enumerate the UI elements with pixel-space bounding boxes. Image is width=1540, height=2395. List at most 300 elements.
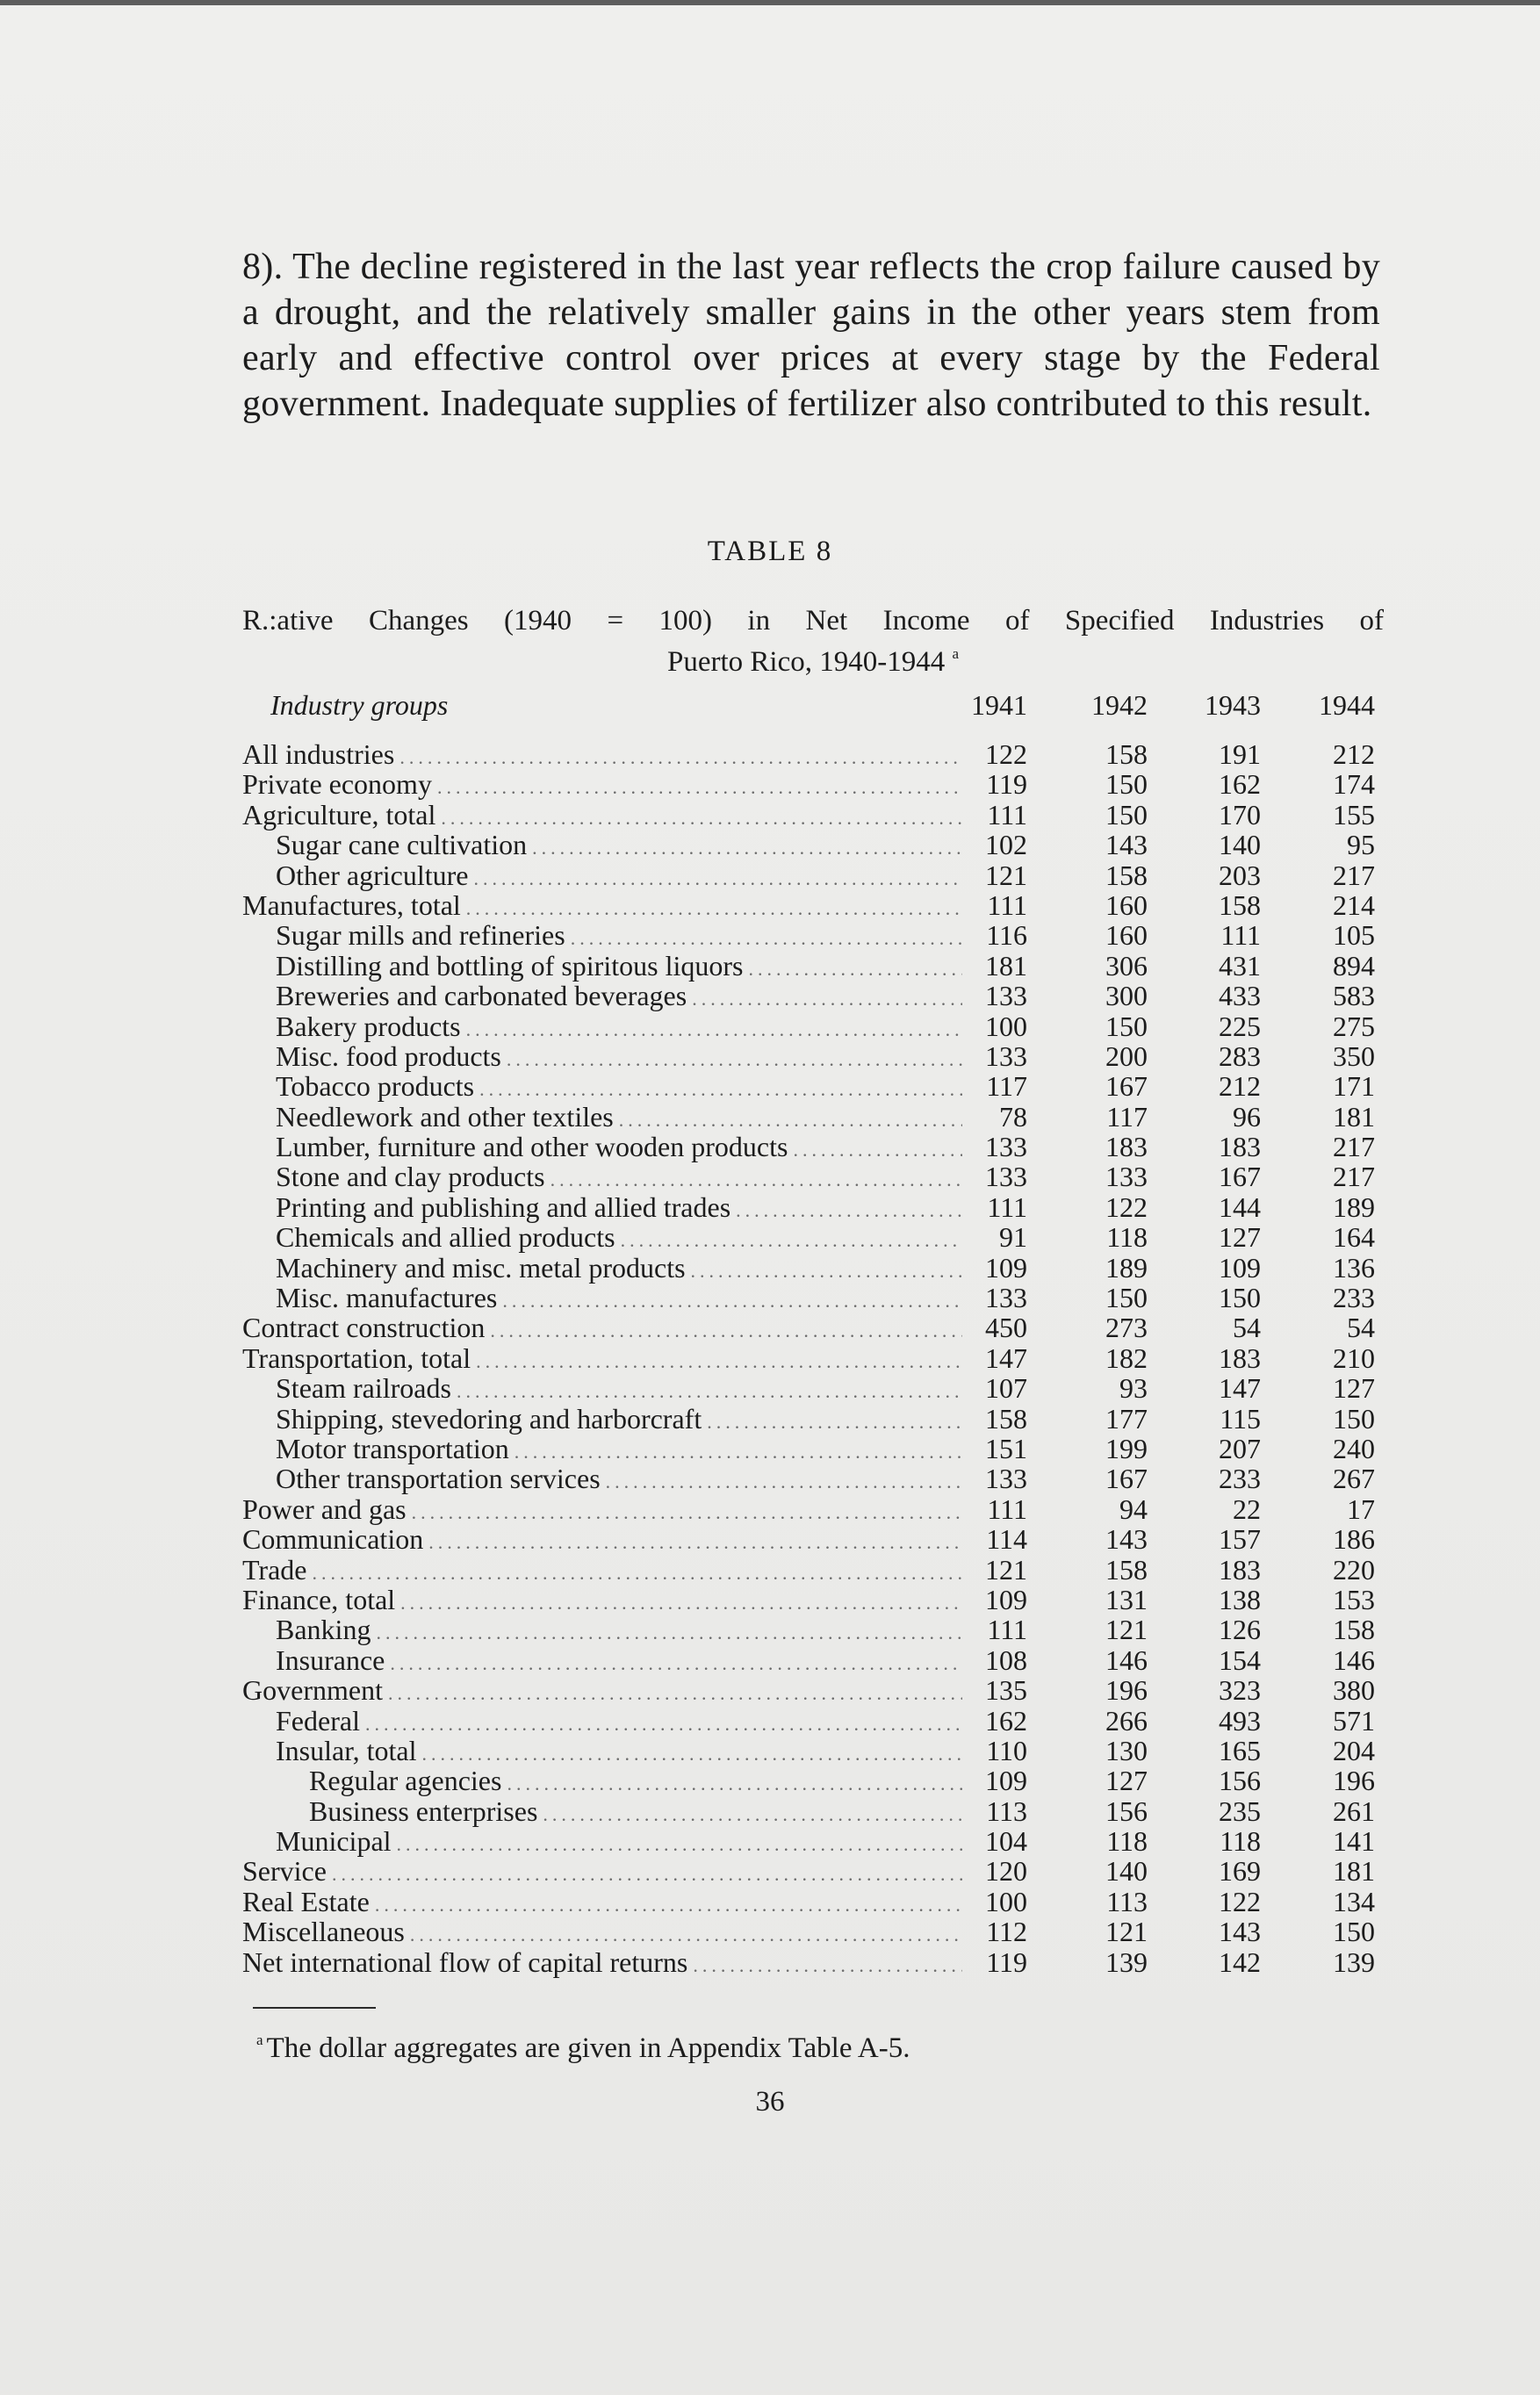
dot-leader [327, 1859, 962, 1889]
cell-value-1943: 235 [1219, 1794, 1261, 1827]
table-row [0, 1615, 1540, 1644]
table-caption [242, 604, 1384, 679]
row-label-text: Other transportation services [276, 1464, 601, 1495]
cell-value-1943: 154 [1219, 1643, 1261, 1676]
table-title: TABLE 8 [707, 536, 833, 567]
cell-value-1942: 199 [1105, 1432, 1148, 1464]
row-label-text: Miscellaneous [242, 1917, 405, 1948]
cell-value-1941: 133 [985, 980, 1027, 1012]
row-label-text: Government [242, 1675, 383, 1707]
cell-value-1941: 133 [985, 1282, 1027, 1314]
row-label-text: Business enterprises [309, 1795, 538, 1827]
cell-value-1943: 127 [1219, 1221, 1261, 1254]
cell-value-1944: 186 [1333, 1523, 1375, 1556]
cell-value-1944: 214 [1333, 888, 1375, 921]
cell-value-1942: 156 [1105, 1794, 1148, 1827]
row-label [242, 1192, 962, 1226]
cell-value-1943: 169 [1219, 1855, 1261, 1888]
cell-value-1944: 150 [1333, 1916, 1375, 1948]
cell-value-1944: 350 [1333, 1039, 1375, 1072]
row-label-text: Trade [242, 1554, 307, 1586]
row-label [242, 1253, 962, 1286]
dot-leader [371, 1618, 962, 1648]
cell-value-1942: 196 [1105, 1674, 1148, 1707]
dot-leader [471, 1347, 962, 1377]
cell-value-1944: 141 [1333, 1825, 1375, 1858]
table-row [0, 1856, 1540, 1886]
row-label-text: Private economy [242, 769, 432, 801]
cell-value-1941: 120 [985, 1855, 1027, 1888]
cell-value-1942: 158 [1105, 738, 1148, 770]
cell-value-1941: 91 [999, 1221, 1027, 1254]
cell-value-1942: 150 [1105, 768, 1148, 801]
row-label [242, 920, 962, 953]
row-label-text: Breweries and carbonated beverages [276, 981, 687, 1012]
dot-leader [509, 1437, 962, 1467]
cell-value-1943: 165 [1219, 1734, 1261, 1766]
table-row [0, 981, 1540, 1011]
row-label [242, 739, 962, 773]
dot-leader [730, 1196, 962, 1226]
cell-value-1942: 150 [1105, 798, 1148, 831]
table-row [0, 890, 1540, 920]
row-label-text: Distilling and bottling of spiritous liquors [276, 950, 744, 982]
cell-value-1944: 583 [1333, 980, 1375, 1012]
cell-value-1941: 147 [985, 1341, 1027, 1374]
cell-value-1941: 121 [985, 1553, 1027, 1586]
table-row [0, 860, 1540, 890]
table-row [0, 1162, 1540, 1191]
dot-leader [461, 1015, 962, 1045]
cell-value-1941: 121 [985, 859, 1027, 891]
footnote-rule [253, 2007, 376, 2009]
row-label-text: Other agriculture [276, 859, 469, 891]
cell-value-1944: 17 [1347, 1492, 1375, 1525]
row-label [242, 1404, 962, 1437]
row-label-text: Printing and publishing and allied trades [276, 1191, 731, 1223]
dot-leader [743, 954, 962, 984]
row-label-text: Agriculture, total [242, 799, 436, 831]
cell-value-1942: 121 [1105, 1916, 1148, 1948]
header-year-1943: 1943 [1205, 689, 1261, 721]
row-label-text: Tobacco products [276, 1071, 475, 1103]
dot-leader [360, 1709, 962, 1739]
table-row [0, 1071, 1540, 1101]
cell-value-1943: 118 [1220, 1825, 1261, 1858]
cell-value-1944: 146 [1333, 1643, 1375, 1676]
cell-value-1944: 204 [1333, 1734, 1375, 1766]
cell-value-1943: 126 [1219, 1614, 1261, 1646]
cell-value-1942: 189 [1105, 1251, 1148, 1284]
dot-leader [461, 894, 962, 924]
row-label [242, 1736, 962, 1769]
cell-value-1943: 22 [1233, 1492, 1261, 1525]
row-label [242, 1132, 962, 1165]
dot-leader [501, 1769, 962, 1799]
row-label-text: Bakery products [276, 1011, 461, 1042]
page-number: 36 [755, 2086, 785, 2118]
row-label [242, 1585, 962, 1618]
cell-value-1941: 119 [986, 1945, 1027, 1978]
table-caption-line2: Puerto Rico, 1940-1944 $^a$ [666, 645, 960, 678]
header-industry-groups: Industry groups [270, 689, 449, 721]
cell-value-1943: 140 [1219, 829, 1261, 861]
cell-value-1943: 157 [1219, 1523, 1261, 1556]
dot-leader [306, 1558, 962, 1588]
row-label [242, 1464, 962, 1497]
cell-value-1942: 300 [1105, 980, 1148, 1012]
cell-value-1941: 122 [985, 738, 1027, 770]
cell-value-1941: 107 [985, 1372, 1027, 1405]
cell-value-1943: 96 [1233, 1100, 1261, 1133]
cell-value-1942: 273 [1105, 1312, 1148, 1344]
table-row [0, 1011, 1540, 1041]
cell-value-1942: 158 [1105, 859, 1148, 891]
cell-value-1942: 118 [1106, 1825, 1148, 1858]
dot-leader [416, 1739, 962, 1769]
cell-value-1944: 210 [1333, 1341, 1375, 1374]
cell-value-1944: 233 [1333, 1282, 1375, 1314]
row-label-text: Misc. food products [276, 1040, 501, 1072]
row-label-text: Transportation, total [242, 1342, 471, 1374]
row-label [242, 1494, 962, 1528]
cell-value-1942: 266 [1105, 1704, 1148, 1737]
cell-value-1943: 283 [1219, 1039, 1261, 1072]
cell-value-1941: 450 [985, 1312, 1027, 1344]
cell-value-1944: 105 [1333, 919, 1375, 952]
cell-value-1943: 191 [1219, 738, 1261, 770]
dot-leader [394, 743, 962, 773]
cell-value-1944: 95 [1347, 829, 1375, 861]
cell-value-1943: 147 [1219, 1372, 1261, 1405]
cell-value-1943: 111 [1220, 919, 1261, 952]
row-label [242, 800, 962, 833]
row-label [242, 769, 962, 802]
cell-value-1941: 100 [985, 1010, 1027, 1042]
cell-value-1943: 183 [1219, 1553, 1261, 1586]
cell-value-1943: 170 [1219, 798, 1261, 831]
row-label [242, 1887, 962, 1920]
dot-leader [474, 1075, 962, 1104]
row-label [242, 1706, 962, 1739]
cell-value-1941: 114 [986, 1523, 1027, 1556]
table-row [0, 1796, 1540, 1826]
row-label-text: Steam railroads [276, 1373, 451, 1405]
cell-value-1944: 261 [1333, 1794, 1375, 1827]
dot-leader [405, 1920, 962, 1950]
row-label [242, 1434, 962, 1467]
cell-value-1943: 138 [1219, 1583, 1261, 1615]
row-label [242, 1524, 962, 1557]
table-row [0, 739, 1540, 769]
row-label [242, 1011, 962, 1045]
row-label-text: Contract construction [242, 1313, 486, 1344]
cell-value-1944: 189 [1333, 1190, 1375, 1223]
cell-value-1941: 133 [985, 1131, 1027, 1163]
cell-value-1941: 113 [986, 1794, 1027, 1827]
dot-leader [468, 864, 962, 894]
cell-value-1942: 94 [1119, 1492, 1148, 1525]
row-label-text: Manufactures, total [242, 889, 461, 921]
cell-value-1943: 431 [1219, 949, 1261, 982]
cell-value-1942: 113 [1106, 1885, 1148, 1917]
table-row [0, 1675, 1540, 1705]
row-label-text: Chemicals and allied products [276, 1222, 615, 1254]
row-label [242, 1373, 962, 1406]
cell-value-1944: 380 [1333, 1674, 1375, 1707]
cell-value-1942: 131 [1105, 1583, 1148, 1615]
table-row [0, 1766, 1540, 1795]
cell-value-1941: 110 [986, 1734, 1027, 1766]
table-row [0, 800, 1540, 830]
cell-value-1943: 54 [1233, 1312, 1261, 1344]
row-label [242, 981, 962, 1014]
cell-value-1944: 894 [1333, 949, 1375, 982]
dot-leader [485, 1316, 962, 1346]
dot-leader [614, 1105, 962, 1135]
cell-value-1942: 160 [1105, 919, 1148, 952]
cell-value-1943: 158 [1219, 888, 1261, 921]
dot-leader [615, 1226, 962, 1255]
cell-value-1942: 118 [1106, 1221, 1148, 1254]
cell-value-1941: 151 [985, 1432, 1027, 1464]
row-label-text: Net international flow of capital returns [242, 1946, 688, 1978]
dot-leader [545, 1165, 962, 1195]
cell-value-1944: 217 [1333, 1161, 1375, 1193]
dot-leader [687, 1951, 962, 1981]
cell-value-1942: 182 [1105, 1341, 1148, 1374]
dot-leader [385, 1649, 962, 1679]
caption-footnote-mark: a [952, 645, 960, 662]
table-row [0, 920, 1540, 950]
row-label [242, 1645, 962, 1679]
dot-leader [383, 1679, 962, 1708]
table-row [0, 1192, 1540, 1222]
cell-value-1941: 111 [987, 888, 1027, 921]
cell-value-1944: 174 [1333, 768, 1375, 801]
page-top-edge [0, 0, 1540, 5]
row-label-text: Power and gas [242, 1493, 407, 1525]
cell-value-1943: 203 [1219, 859, 1261, 891]
cell-value-1944: 136 [1333, 1251, 1375, 1284]
cell-value-1943: 323 [1219, 1674, 1261, 1707]
cell-value-1944: 54 [1347, 1312, 1375, 1344]
dot-leader [527, 833, 962, 863]
cell-value-1944: 196 [1333, 1765, 1375, 1797]
row-label [242, 951, 962, 984]
table-row [0, 1132, 1540, 1162]
dot-leader [788, 1135, 962, 1165]
cell-value-1943: 493 [1219, 1704, 1261, 1737]
cell-value-1943: 144 [1219, 1190, 1261, 1223]
dot-leader [686, 1256, 962, 1286]
cell-value-1944: 181 [1333, 1855, 1375, 1888]
cell-value-1943: 115 [1220, 1402, 1261, 1435]
row-label [242, 1615, 962, 1648]
cell-value-1942: 177 [1105, 1402, 1148, 1435]
table-row [0, 1373, 1540, 1403]
dot-leader [423, 1528, 962, 1557]
row-label [242, 830, 962, 863]
cell-value-1942: 200 [1105, 1039, 1148, 1072]
cell-value-1944: 571 [1333, 1704, 1375, 1737]
cell-value-1942: 150 [1105, 1010, 1148, 1042]
cell-value-1941: 111 [987, 1492, 1027, 1525]
row-label-text: Needlework and other textiles [276, 1101, 614, 1133]
table-row [0, 1222, 1540, 1252]
cell-value-1944: 127 [1333, 1372, 1375, 1405]
row-label-text: Insular, total [276, 1735, 417, 1766]
cell-value-1943: 109 [1219, 1251, 1261, 1284]
cell-value-1941: 133 [985, 1039, 1027, 1072]
table-row [0, 1826, 1540, 1856]
dot-leader [687, 984, 962, 1014]
dot-leader [702, 1407, 962, 1437]
row-label-text: Regular agencies [309, 1766, 502, 1797]
header-year-1944: 1944 [1319, 689, 1375, 721]
dot-leader [501, 1045, 962, 1075]
dot-leader [370, 1890, 962, 1920]
cell-value-1944: 153 [1333, 1583, 1375, 1615]
row-label [242, 1283, 962, 1316]
cell-value-1944: 171 [1333, 1070, 1375, 1103]
cell-value-1941: 111 [987, 1190, 1027, 1223]
dot-leader [392, 1830, 962, 1859]
footnote-text: The dollar aggregates are given in Appendix Table A-5. [266, 2032, 910, 2064]
dot-leader [537, 1800, 962, 1830]
cell-value-1941: 111 [987, 1614, 1027, 1646]
row-label [242, 1675, 962, 1708]
table-row [0, 1555, 1540, 1585]
cell-value-1944: 240 [1333, 1432, 1375, 1464]
header-year-1941: 1941 [971, 689, 1027, 721]
cell-value-1941: 109 [985, 1583, 1027, 1615]
cell-value-1942: 122 [1105, 1190, 1148, 1223]
row-label [242, 1917, 962, 1950]
cell-value-1942: 127 [1105, 1765, 1148, 1797]
cell-value-1941: 135 [985, 1674, 1027, 1707]
row-label [242, 1162, 962, 1195]
footnote [256, 2032, 910, 2065]
cell-value-1943: 167 [1219, 1161, 1261, 1193]
cell-value-1943: 183 [1219, 1341, 1261, 1374]
cell-value-1944: 134 [1333, 1885, 1375, 1917]
row-label-text: Machinery and misc. metal products [276, 1252, 686, 1284]
cell-value-1944: 217 [1333, 859, 1375, 891]
body-paragraph: 8). The decline registered in the last year reflects the crop failure caused by a drought, and the relatively smaller gains in the other years stem from early and effective control over prices at every stage by the Federal government. Inadequate supplies of fertilizer also contributed to this result. [242, 247, 1380, 424]
cell-value-1941: 104 [985, 1825, 1027, 1858]
cell-value-1943: 142 [1219, 1945, 1261, 1978]
table-row [0, 1887, 1540, 1917]
table-row [0, 1947, 1540, 1977]
row-label-text: Shipping, stevedoring and harborcraft [276, 1403, 702, 1435]
row-label [242, 1826, 962, 1859]
row-label [242, 1947, 962, 1981]
cell-value-1941: 133 [985, 1161, 1027, 1193]
table-row [0, 1706, 1540, 1736]
dot-leader [451, 1377, 962, 1406]
cell-value-1941: 119 [986, 768, 1027, 801]
row-label [242, 1796, 962, 1830]
cell-value-1941: 109 [985, 1251, 1027, 1284]
row-label [242, 1041, 962, 1075]
cell-value-1942: 160 [1105, 888, 1148, 921]
cell-value-1943: 183 [1219, 1131, 1261, 1163]
cell-value-1943: 156 [1219, 1765, 1261, 1797]
cell-value-1943: 433 [1219, 980, 1261, 1012]
cell-value-1941: 109 [985, 1765, 1027, 1797]
cell-value-1941: 111 [987, 798, 1027, 831]
cell-value-1942: 140 [1105, 1855, 1148, 1888]
table-column-header [0, 689, 1540, 724]
cell-value-1941: 181 [985, 949, 1027, 982]
row-label-text: Insurance [276, 1644, 385, 1676]
dot-leader [395, 1588, 962, 1618]
row-label-text: Motor transportation [276, 1433, 509, 1464]
cell-value-1942: 133 [1105, 1161, 1148, 1193]
dot-leader [407, 1498, 962, 1528]
cell-value-1941: 162 [985, 1704, 1027, 1737]
row-label [242, 1313, 962, 1346]
cell-value-1941: 100 [985, 1885, 1027, 1917]
cell-value-1942: 150 [1105, 1282, 1148, 1314]
row-label-text: Municipal [276, 1826, 392, 1858]
cell-value-1942: 167 [1105, 1463, 1148, 1495]
cell-value-1944: 267 [1333, 1463, 1375, 1495]
table-row [0, 1494, 1540, 1524]
table-row [0, 1283, 1540, 1313]
row-label [242, 890, 962, 924]
cell-value-1943: 212 [1219, 1070, 1261, 1103]
table-row [0, 1434, 1540, 1464]
cell-value-1943: 233 [1219, 1463, 1261, 1495]
row-label [242, 1071, 962, 1104]
table-row [0, 1343, 1540, 1373]
table-body [0, 739, 1540, 1977]
row-label-text: Banking [276, 1615, 371, 1646]
row-label [242, 1343, 962, 1377]
row-label-text: Federal [276, 1705, 360, 1737]
cell-value-1942: 158 [1105, 1553, 1148, 1586]
cell-value-1942: 117 [1106, 1100, 1148, 1133]
table-row [0, 1102, 1540, 1132]
cell-value-1942: 146 [1105, 1643, 1148, 1676]
cell-value-1943: 122 [1219, 1885, 1261, 1917]
cell-value-1944: 150 [1333, 1402, 1375, 1435]
cell-value-1944: 164 [1333, 1221, 1375, 1254]
table-row [0, 1464, 1540, 1493]
cell-value-1944: 181 [1333, 1100, 1375, 1133]
cell-value-1944: 139 [1333, 1945, 1375, 1978]
dot-leader [435, 803, 962, 833]
footnote-mark: a [256, 2032, 263, 2048]
row-label-text: Communication [242, 1524, 424, 1556]
cell-value-1941: 112 [986, 1916, 1027, 1948]
cell-value-1942: 143 [1105, 1523, 1148, 1556]
cell-value-1941: 117 [986, 1070, 1027, 1103]
cell-value-1942: 143 [1105, 829, 1148, 861]
row-label-text: Stone and clay products [276, 1162, 545, 1193]
cell-value-1943: 162 [1219, 768, 1261, 801]
cell-value-1943: 150 [1219, 1282, 1261, 1314]
cell-value-1942: 93 [1119, 1372, 1148, 1405]
table-caption-line1: R.:ative Changes (1940 = 100) in Net Income of Specified Industries of [242, 605, 1384, 637]
row-label-text: Service [242, 1856, 327, 1888]
row-label [242, 1555, 962, 1588]
dot-leader [497, 1286, 962, 1316]
row-label-text: Sugar cane cultivation [276, 830, 528, 861]
dot-leader [432, 773, 962, 802]
